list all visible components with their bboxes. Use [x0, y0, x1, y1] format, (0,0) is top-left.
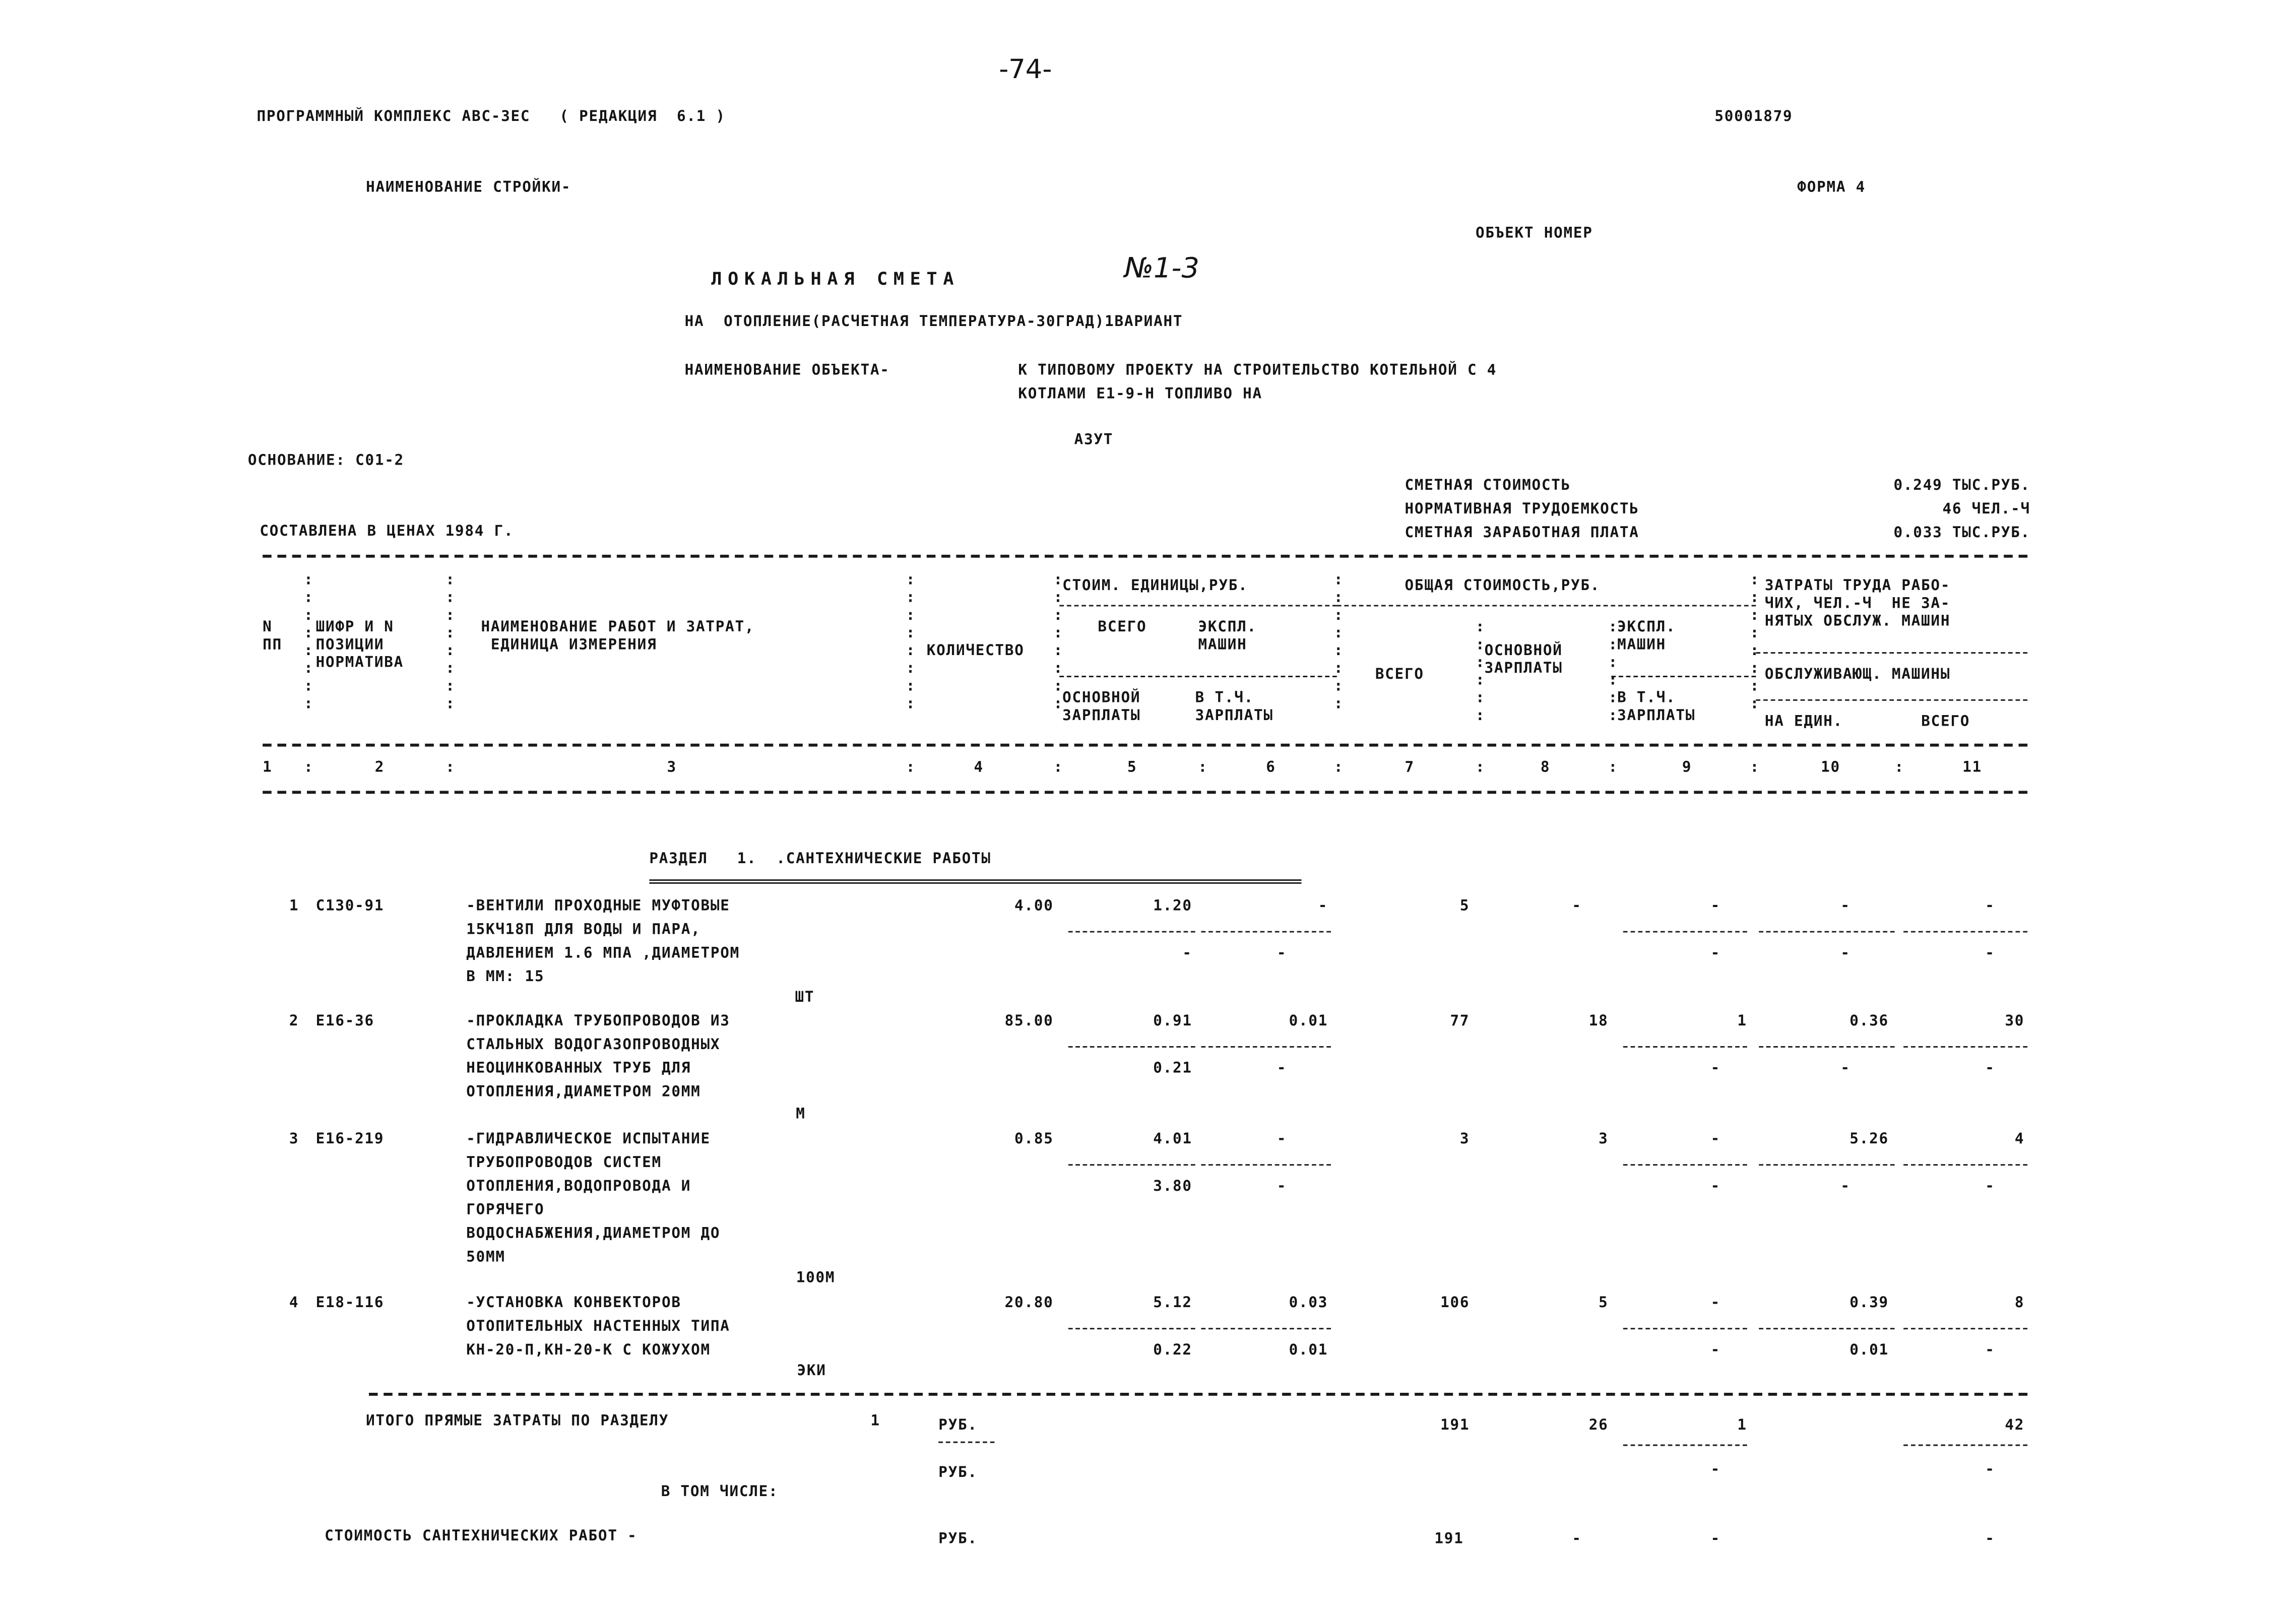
- column-separator: : : : : : : : :: [1053, 572, 1063, 713]
- header-total-machine-wage: В Т.Ч. ЗАРПЛАТЫ: [1617, 690, 1696, 725]
- row-unit-machines: -: [1277, 1131, 1287, 1148]
- cell-rule: [1201, 1046, 1331, 1048]
- header-rule: [1059, 605, 1336, 606]
- summary-label: СМЕТНАЯ СТОИМОСТЬ: [1405, 478, 1571, 494]
- column-separator: :: [1476, 759, 1486, 777]
- row-labor-machines-unit: -: [1840, 1061, 1851, 1077]
- column-separator: : : : : : :: [1476, 619, 1486, 725]
- row-unit-machine-wage: -: [1277, 945, 1287, 962]
- row-unit-wage: 3.80: [1153, 1179, 1192, 1195]
- object-name-line-2: КОТЛАМИ Е1-9-Н ТОПЛИВО НА: [1018, 386, 1262, 403]
- object-label: НАИМЕНОВАНИЕ ОБЪЕКТА-: [684, 363, 890, 379]
- page-number: -74-: [999, 54, 1052, 86]
- column-separator: : : : : : : : :: [445, 572, 456, 713]
- plumbing-total: 191: [1434, 1531, 1464, 1548]
- row-labor-total: 4: [2014, 1131, 2025, 1148]
- column-separator: : : : : : : : :: [1333, 572, 1344, 713]
- cell-rule: [1623, 1046, 1747, 1048]
- row-labor-machines-total: -: [1985, 1179, 1995, 1195]
- plumbing-cost-label: СТОИМОСТЬ САНТЕХНИЧЕСКИХ РАБОТ -: [325, 1528, 637, 1545]
- row-name-line: -УСТАНОВКА КОНВЕКТОРОВ: [466, 1295, 681, 1312]
- plumbing-labor: -: [1985, 1531, 1995, 1548]
- header-code: ШИФР И N ПОЗИЦИИ НОРМАТИВА: [315, 619, 404, 672]
- totals-unit: РУБ.: [938, 1531, 978, 1548]
- row-labor-per-unit: 0.39: [1849, 1295, 1889, 1312]
- row-name-line: 50ММ: [466, 1250, 505, 1266]
- header-labor-total: ВСЕГО: [1921, 714, 1970, 731]
- row-unit-wage: 0.21: [1153, 1061, 1192, 1077]
- header-rule: [1756, 652, 2027, 654]
- totals-machines: 1: [1737, 1417, 1747, 1435]
- row-code: Е18-116: [315, 1295, 385, 1312]
- column-separator: :: [445, 759, 456, 777]
- row-name-line: -ГИДРАВЛИЧЕСКОЕ ИСПЫТАНИЕ: [466, 1131, 711, 1148]
- header-total-wage: ОСНОВНОЙ ЗАРПЛАТЫ: [1484, 643, 1563, 677]
- row-unit-wage: 0.22: [1153, 1342, 1192, 1359]
- cell-rule: [1903, 1046, 2027, 1048]
- cell-rule: [1623, 931, 1747, 933]
- column-number: 2: [374, 759, 385, 777]
- column-number: 4: [974, 759, 984, 777]
- header-unit-machines: ЭКСПЛ. МАШИН: [1198, 619, 1257, 654]
- cell-rule: [1903, 1328, 2027, 1329]
- totals-labor-machines: -: [1985, 1462, 1995, 1478]
- plumbing-wage: -: [1572, 1531, 1582, 1548]
- row-unit: ШТ: [795, 990, 815, 1006]
- row-total: 106: [1440, 1295, 1470, 1312]
- totals-unit: РУБ.: [938, 1465, 978, 1481]
- unit-rule: [938, 1442, 994, 1443]
- column-separator: : : : : : : : :: [304, 572, 314, 713]
- cell-rule: [1759, 1328, 1894, 1329]
- column-number: 10: [1821, 759, 1840, 777]
- column-separator: :: [1198, 759, 1208, 777]
- estimate-number: №1-3: [1124, 252, 1199, 285]
- row-total-wage: 18: [1588, 1013, 1609, 1030]
- column-separator: :: [1894, 759, 1904, 777]
- row-labor-per-unit: 0.36: [1849, 1013, 1889, 1030]
- row-name-line: 15КЧ18П ДЛЯ ВОДЫ И ПАРА,: [466, 922, 701, 939]
- row-labor-machines-unit: 0.01: [1849, 1342, 1889, 1359]
- row-total: 5: [1459, 898, 1470, 915]
- cell-rule: [1759, 931, 1894, 933]
- column-separator: : : : : : : : :: [906, 572, 916, 713]
- cell-rule: [1068, 1328, 1195, 1329]
- row-number: 1: [289, 898, 299, 915]
- totals-rule: [369, 1393, 2027, 1396]
- header-quantity: КОЛИЧЕСТВО: [926, 643, 1025, 660]
- column-number: 3: [667, 759, 677, 777]
- column-separator: :: [1053, 759, 1063, 777]
- row-unit-total: 1.20: [1153, 898, 1192, 915]
- header-unit-wage: ОСНОВНОЙ ЗАРПЛАТЫ: [1062, 690, 1141, 725]
- totals-machine-wage: -: [1710, 1462, 1721, 1478]
- basis: ОСНОВАНИЕ: С01-2: [247, 453, 405, 470]
- row-total-wage: 5: [1599, 1295, 1609, 1312]
- doc-code: 50001879: [1714, 109, 1793, 125]
- row-quantity: 4.00: [1014, 898, 1054, 915]
- row-name-line: ОТОПЛЕНИЯ,ВОДОПРОВОДА И: [466, 1179, 691, 1195]
- row-number: 3: [289, 1131, 299, 1148]
- header-total-cost: ОБЩАЯ СТОИМОСТЬ,РУБ.: [1405, 578, 1601, 595]
- row-unit-total: 0.91: [1153, 1013, 1192, 1030]
- row-labor-per-unit: -: [1840, 898, 1851, 915]
- row-total-machines: 1: [1737, 1013, 1747, 1030]
- column-number: 1: [263, 759, 273, 777]
- cell-rule: [1201, 931, 1331, 933]
- header-unit-machine-wage: В Т.Ч. ЗАРПЛАТЫ: [1195, 690, 1273, 725]
- header-unit-total: ВСЕГО: [1098, 619, 1147, 636]
- summary-label: НОРМАТИВНАЯ ТРУДОЕМКОСТЬ: [1405, 501, 1639, 518]
- row-total-machines: -: [1710, 1295, 1721, 1312]
- column-number: 7: [1405, 759, 1415, 777]
- header-rule: [1059, 676, 1336, 677]
- object-number-label: ОБЪЕКТ НОМЕР: [1476, 225, 1593, 242]
- cell-rule: [1623, 1445, 1747, 1446]
- header-rule: [1756, 699, 2027, 701]
- row-labor-machines-total: -: [1985, 1342, 1995, 1359]
- row-labor-per-unit: 5.26: [1849, 1131, 1889, 1148]
- row-labor-total: 8: [2014, 1295, 2025, 1312]
- header-labor-per-unit: НА ЕДИН.: [1764, 714, 1843, 731]
- header-name: НАИМЕНОВАНИЕ РАБОТ И ЗАТРАТ, ЕДИНИЦА ИЗМЕРЕНИЯ: [481, 619, 755, 654]
- row-unit-total: 4.01: [1153, 1131, 1192, 1148]
- row-labor-machines-unit: -: [1840, 945, 1851, 962]
- header-labor: ЗАТРАТЫ ТРУДА РАБО- ЧИХ, ЧЕЛ.-Ч НЕ ЗА- НЯТЫХ ОБСЛУЖ. МАШИН: [1764, 578, 1951, 630]
- row-labor-total: -: [1985, 898, 1995, 915]
- row-unit: ЭКИ: [797, 1363, 826, 1380]
- row-total: 77: [1450, 1013, 1470, 1030]
- summary-value: 0.249 ТЫС.РУБ.: [1893, 478, 2030, 494]
- cell-rule: [1623, 1328, 1747, 1329]
- row-unit-machine-wage: -: [1277, 1061, 1287, 1077]
- header-n: N ПП: [263, 619, 282, 654]
- row-quantity: 85.00: [1004, 1013, 1054, 1030]
- plumbing-machines: -: [1710, 1531, 1721, 1548]
- header-unit-cost: СТОИМ. ЕДИНИЦЫ,РУБ.: [1062, 578, 1248, 595]
- table-rule: [263, 555, 2027, 558]
- cell-rule: [1068, 1164, 1195, 1166]
- row-name-line: ОТОПЛЕНИЯ,ДИАМЕТРОМ 20ММ: [466, 1084, 701, 1101]
- row-labor-total: 30: [2005, 1013, 2025, 1030]
- header-rule: [1611, 676, 1756, 677]
- row-total-machine-wage: -: [1710, 1179, 1721, 1195]
- row-number: 2: [289, 1013, 299, 1030]
- object-name-line-3: АЗУТ: [1074, 432, 1114, 449]
- cell-rule: [1201, 1164, 1331, 1166]
- column-separator: :: [304, 759, 314, 777]
- section-underline: [649, 879, 1301, 884]
- column-separator: : : : : : :: [1608, 619, 1618, 725]
- row-unit-total: 5.12: [1153, 1295, 1192, 1312]
- row-name-line: -ВЕНТИЛИ ПРОХОДНЫЕ МУФТОВЫЕ: [466, 898, 730, 915]
- row-labor-machines-total: -: [1985, 945, 1995, 962]
- row-number: 4: [289, 1295, 299, 1312]
- column-separator: :: [1750, 759, 1760, 777]
- row-total-machine-wage: -: [1710, 1061, 1721, 1077]
- row-name-line: ДАВЛЕНИЕМ 1.6 МПА ,ДИАМЕТРОМ: [466, 945, 740, 962]
- column-number: 11: [1962, 759, 1983, 777]
- row-total-machines: -: [1710, 1131, 1721, 1148]
- header-total-machines: ЭКСПЛ. МАШИН: [1617, 619, 1676, 654]
- header-rule: [1337, 605, 1756, 606]
- row-unit-machines: 0.03: [1289, 1295, 1328, 1312]
- estimate-subtitle: НА ОТОПЛЕНИЕ(РАСЧЕТНАЯ ТЕМПЕРАТУРА-30ГРАД)1ВАРИАНТ: [684, 314, 1183, 331]
- row-total: 3: [1459, 1131, 1470, 1148]
- row-unit-machines: 0.01: [1289, 1013, 1328, 1030]
- column-number: 5: [1127, 759, 1137, 777]
- row-unit-machine-wage: -: [1277, 1179, 1287, 1195]
- table-rule: [263, 791, 2027, 794]
- estimate-title: ЛОКАЛЬНАЯ СМЕТА: [711, 268, 960, 289]
- column-number: 8: [1540, 759, 1551, 777]
- header-total-all: ВСЕГО: [1375, 667, 1424, 683]
- construction-name-label: НАИМЕНОВАНИЕ СТРОЙКИ-: [366, 180, 571, 197]
- row-unit-wage: -: [1182, 945, 1192, 962]
- object-name-line-1: К ТИПОВОМУ ПРОЕКТУ НА СТРОИТЕЛЬСТВО КОТЕЛЬНОЙ С 4: [1018, 363, 1497, 379]
- row-total-wage: -: [1572, 898, 1582, 915]
- summary-label: СМЕТНАЯ ЗАРАБОТНАЯ ПЛАТА: [1405, 525, 1639, 542]
- row-labor-machines-unit: -: [1840, 1179, 1851, 1195]
- cell-rule: [1759, 1164, 1894, 1166]
- row-code: С130-91: [315, 898, 385, 915]
- column-separator: :: [906, 759, 916, 777]
- row-name-line: КН-20-П,КН-20-К С КОЖУХОМ: [466, 1342, 711, 1359]
- column-separator: :: [1333, 759, 1344, 777]
- row-total-machine-wage: -: [1710, 1342, 1721, 1359]
- row-name-line: ОТОПИТЕЛЬНЫХ НАСТЕННЫХ ТИПА: [466, 1319, 730, 1335]
- row-name-line: -ПРОКЛАДКА ТРУБОПРОВОДОВ ИЗ: [466, 1013, 730, 1030]
- table-rule: [263, 744, 2027, 747]
- row-unit: М: [796, 1107, 806, 1123]
- row-name-line: ВОДОСНАБЖЕНИЯ,ДИАМЕТРОМ ДО: [466, 1226, 721, 1243]
- totals-labor: 42: [2005, 1417, 2025, 1435]
- column-separator: :: [1608, 759, 1618, 777]
- cell-rule: [1623, 1164, 1747, 1166]
- cell-rule: [1068, 931, 1195, 933]
- totals-unit: РУБ.: [938, 1417, 978, 1435]
- cell-rule: [1903, 931, 2027, 933]
- row-quantity: 20.80: [1004, 1295, 1054, 1312]
- form-label: ФОРМА 4: [1797, 180, 1866, 197]
- program-line: ПРОГРАММНЫЙ КОМПЛЕКС АВС-ЗЕС ( РЕДАКЦИЯ 6.1 ): [257, 109, 726, 125]
- column-number: 9: [1682, 759, 1692, 777]
- section-title: РАЗДЕЛ 1. .САНТЕХНИЧЕСКИЕ РАБОТЫ: [649, 851, 991, 868]
- totals-wage: 26: [1588, 1417, 1609, 1435]
- cell-rule: [1068, 1046, 1195, 1048]
- summary-value: 46 ЧЕЛ.-Ч: [1942, 501, 2030, 518]
- row-name-line: СТАЛЬНЫХ ВОДОГАЗОПРОВОДНЫХ: [466, 1037, 721, 1054]
- totals-total: 191: [1440, 1417, 1470, 1435]
- row-quantity: 0.85: [1014, 1131, 1054, 1148]
- row-unit-machine-wage: 0.01: [1289, 1342, 1328, 1359]
- totals-section-number: 1: [870, 1413, 880, 1430]
- cell-rule: [1759, 1046, 1894, 1048]
- cell-rule: [1201, 1328, 1331, 1329]
- row-total-wage: 3: [1599, 1131, 1609, 1148]
- header-labor-machines: ОБСЛУЖИВАЮЩ. МАШИНЫ: [1764, 667, 1951, 683]
- including-label: В ТОМ ЧИСЛЕ:: [661, 1484, 779, 1501]
- row-name-line: ТРУБОПРОВОДОВ СИСТЕМ: [466, 1155, 662, 1172]
- row-labor-machines-total: -: [1985, 1061, 1995, 1077]
- row-name-line: ГОРЯЧЕГО: [466, 1202, 545, 1219]
- row-unit-machines: -: [1318, 898, 1328, 915]
- row-name-line: В ММ: 15: [466, 969, 545, 986]
- row-code: Е16-36: [315, 1013, 374, 1030]
- row-total-machine-wage: -: [1710, 945, 1721, 962]
- row-name-line: НЕОЦИНКОВАННЫХ ТРУБ ДЛЯ: [466, 1061, 691, 1077]
- cell-rule: [1903, 1445, 2027, 1446]
- totals-label: ИТОГО ПРЯМЫЕ ЗАТРАТЫ ПО РАЗДЕЛУ: [366, 1413, 669, 1430]
- row-code: Е16-219: [315, 1131, 385, 1148]
- column-separator: : : : : : : : :: [1750, 572, 1760, 713]
- row-unit: 100М: [796, 1270, 836, 1287]
- cell-rule: [1903, 1164, 2027, 1166]
- prices-year: СОСТАВЛЕНА В ЦЕНАХ 1984 Г.: [260, 524, 514, 540]
- summary-value: 0.033 ТЫС.РУБ.: [1893, 525, 2030, 542]
- row-total-machines: -: [1710, 898, 1721, 915]
- column-number: 6: [1266, 759, 1276, 777]
